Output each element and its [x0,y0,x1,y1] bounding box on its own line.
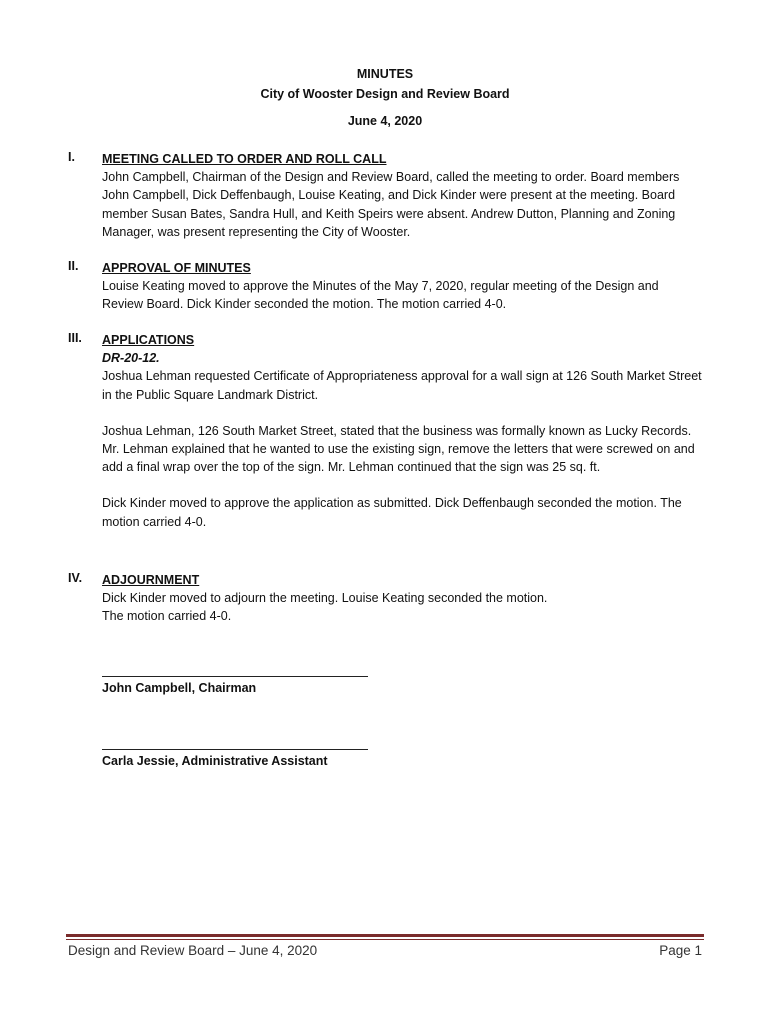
signature-line-chairman [102,676,368,677]
board-name: City of Wooster Design and Review Board [260,87,510,101]
page-number: Page 1 [659,943,702,958]
section-paragraph: Dick Kinder moved to approve the application as submitted. Dick Deffenbaugh seconded the motion. The motion carried 4-0. [102,496,682,529]
footer-rule-thick [66,934,704,937]
section-paragraph: John Campbell, Chairman of the Design and Review Board, called the meeting to order. Board members John Campbell, Dick Deffenbaugh, Louise Keating, and Dick Kinder were present at the meeting. Board member Susan Bates, Sandra Hull, and Keith Speirs were absent. Andrew Dutton, Planning and Zoning Manager, was present representing the City of Wooster. [102,170,680,239]
signature-name-chairman: John Campbell, Chairman [102,681,257,695]
footer-rule-thin [66,939,704,940]
section-paragraph: The motion carried 4-0. [102,609,232,624]
meeting-date: June 4, 2020 [347,114,423,128]
section-title: APPLICATIONS [102,333,195,347]
section-title: APPROVAL OF MINUTES [102,261,251,275]
case-number: DR-20-12. [102,351,160,366]
section-numeral: III. [68,331,82,345]
signature-line-assistant [102,749,368,750]
section-paragraph: Joshua Lehman, 126 South Market Street, stated that the business was formally known as Lucky Records. Mr. Lehman explained that he wanted to use the existing sign, remove the letters that were screwed on and add a final wrap over the top of the sign. Mr. Lehman continued that the sign was 25 sq. ft. [102,423,695,475]
section-paragraph: Joshua Lehman requested Certificate of Appropriateness approval for a wall sign at 126 South Market Street in the Public Square Landmark District. [102,369,702,402]
section-title: ADJOURNMENT [102,573,200,587]
signature-name-assistant: Carla Jessie, Administrative Assistant [102,754,328,768]
section-paragraph: Louise Keating moved to approve the Minutes of the May 7, 2020, regular meeting of the Design and Review Board. Dick Kinder seconded the motion. The motion carried 4-0. [102,279,659,312]
section-numeral: II. [68,259,79,273]
document-title: MINUTES [356,67,414,81]
section-numeral: IV. [68,571,83,585]
section-paragraph: Dick Kinder moved to adjourn the meeting. Louise Keating seconded the motion. [102,591,548,606]
section-numeral: I. [68,150,75,164]
footer-title: Design and Review Board – June 4, 2020 [68,943,318,958]
section-title: MEETING CALLED TO ORDER AND ROLL CALL [102,152,387,166]
